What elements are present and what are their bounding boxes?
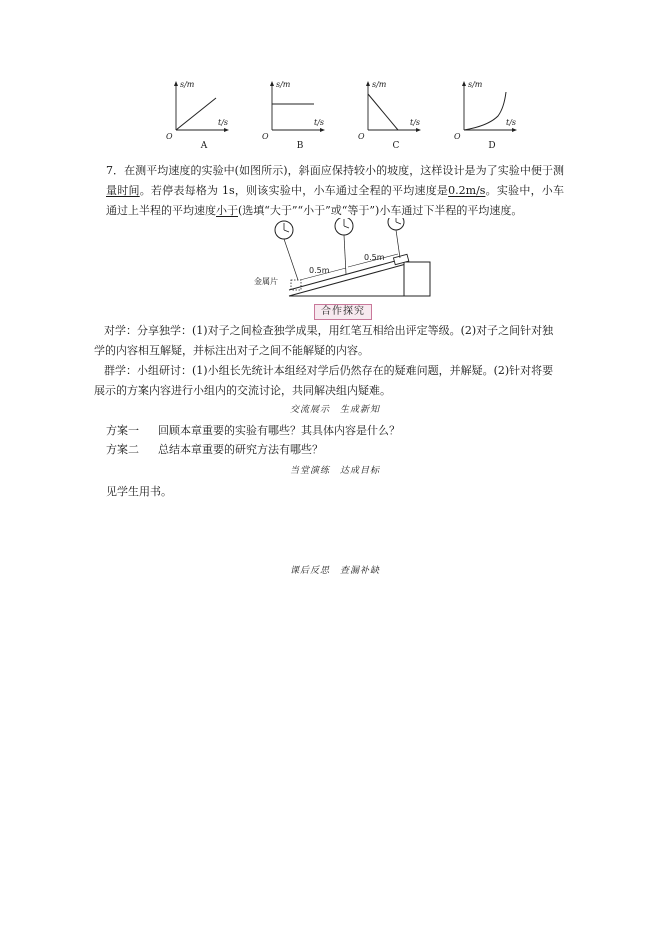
cooperative-inquiry-badge: 合作探究 [314,304,372,320]
plan-1 [106,423,400,439]
graph-a-letter: A [200,141,208,151]
incline-figure [254,218,432,302]
graph-a-origin: O [166,132,173,141]
metal-plate-label: 金属片 [254,277,278,286]
graph-c-plot [352,78,422,140]
graph-a-plot [160,78,230,140]
duixue-line-2: 学的内容相互解疑，并标注出对子之间不能解疑的内容。 [94,344,369,357]
graph-b-ylabel: s/m [276,80,291,89]
graph-d-ylabel: s/m [468,80,483,89]
duixue-block [94,321,564,361]
plan-2-text: 总结本章重要的研究方法有哪些？ [158,443,323,456]
qunxue-block [94,361,564,401]
plan-1-text: 回顾本章重要的实验有哪些？其具体内容是什么？ [158,424,400,437]
graph-c-xlabel: t/s [410,118,421,127]
graph-a-ylabel: s/m [180,80,195,89]
graph-d-xlabel: t/s [506,118,517,127]
graph-c-ylabel: s/m [372,80,387,89]
graph-d-origin: O [454,132,461,141]
qunxue-line-2: 展示的方案内容进行小组内的交流讨论，共同解决组内疑难。 [94,384,391,397]
label-right-distance: 0.5m [364,253,385,262]
graph-c [352,78,422,158]
graph-b-xlabel: t/s [314,118,325,127]
graph-a [160,78,230,158]
label-left-distance: 0.5m [309,266,330,275]
plan-2 [106,442,323,458]
graph-d-plot [448,78,518,140]
q7-answer-1: 量时间 [106,184,140,197]
see-student-book: 见学生用书。 [106,485,172,498]
q7-text-2: 。若停表每格为 1s，则该实验中，小车通过全程的平均速度是 [139,184,449,197]
q7-answer-3: 小于 [216,204,238,217]
graph-b-letter: B [296,141,304,151]
graph-d [448,78,518,158]
plan-2-label: 方案二 [106,443,139,456]
incline-diagram [254,218,432,302]
duixue-line-1: 对学：分享独学：(1)对子之间检查独学成果，用红笔互相给出评定等级。(2)对子之间针对独 [104,324,554,337]
graph-d-letter: D [488,141,496,151]
q7-answer-2: 0.2m/s [448,184,486,197]
graph-b [256,78,326,158]
q7-text-3: 。实验中，小车通过上 [106,184,565,217]
qunxue-line-1: 群学：小组研讨：(1)小组长先统计本组经对学后仍然存在的疑难问题，并解疑。(2)针对将要 [104,364,554,377]
graph-b-origin: O [262,132,269,141]
section-title-reflection: 课后反思 查漏补缺 [290,566,381,576]
plan-1-label: 方案一 [106,424,139,437]
question-7 [106,161,564,221]
q7-text-4: 半程的平均速度 [139,204,216,217]
s-t-graphs [160,78,530,158]
graph-c-letter: C [392,141,400,151]
graph-b-plot [256,78,326,140]
q7-text-1: 7．在测平均速度的实验中(如图所示)，斜面应保持较小的坡度，这样设计是为了实验中便于测 [106,164,564,177]
section-title-practice: 当堂演练 达成目标 [290,466,381,476]
q7-text-5: (选填“大于”“小于”或“等于”)小车通过下半程的平均速度。 [238,204,523,217]
section-title-exchange: 交流展示 生成新知 [290,405,381,415]
graph-a-xlabel: t/s [218,118,229,127]
graph-c-origin: O [358,132,365,141]
